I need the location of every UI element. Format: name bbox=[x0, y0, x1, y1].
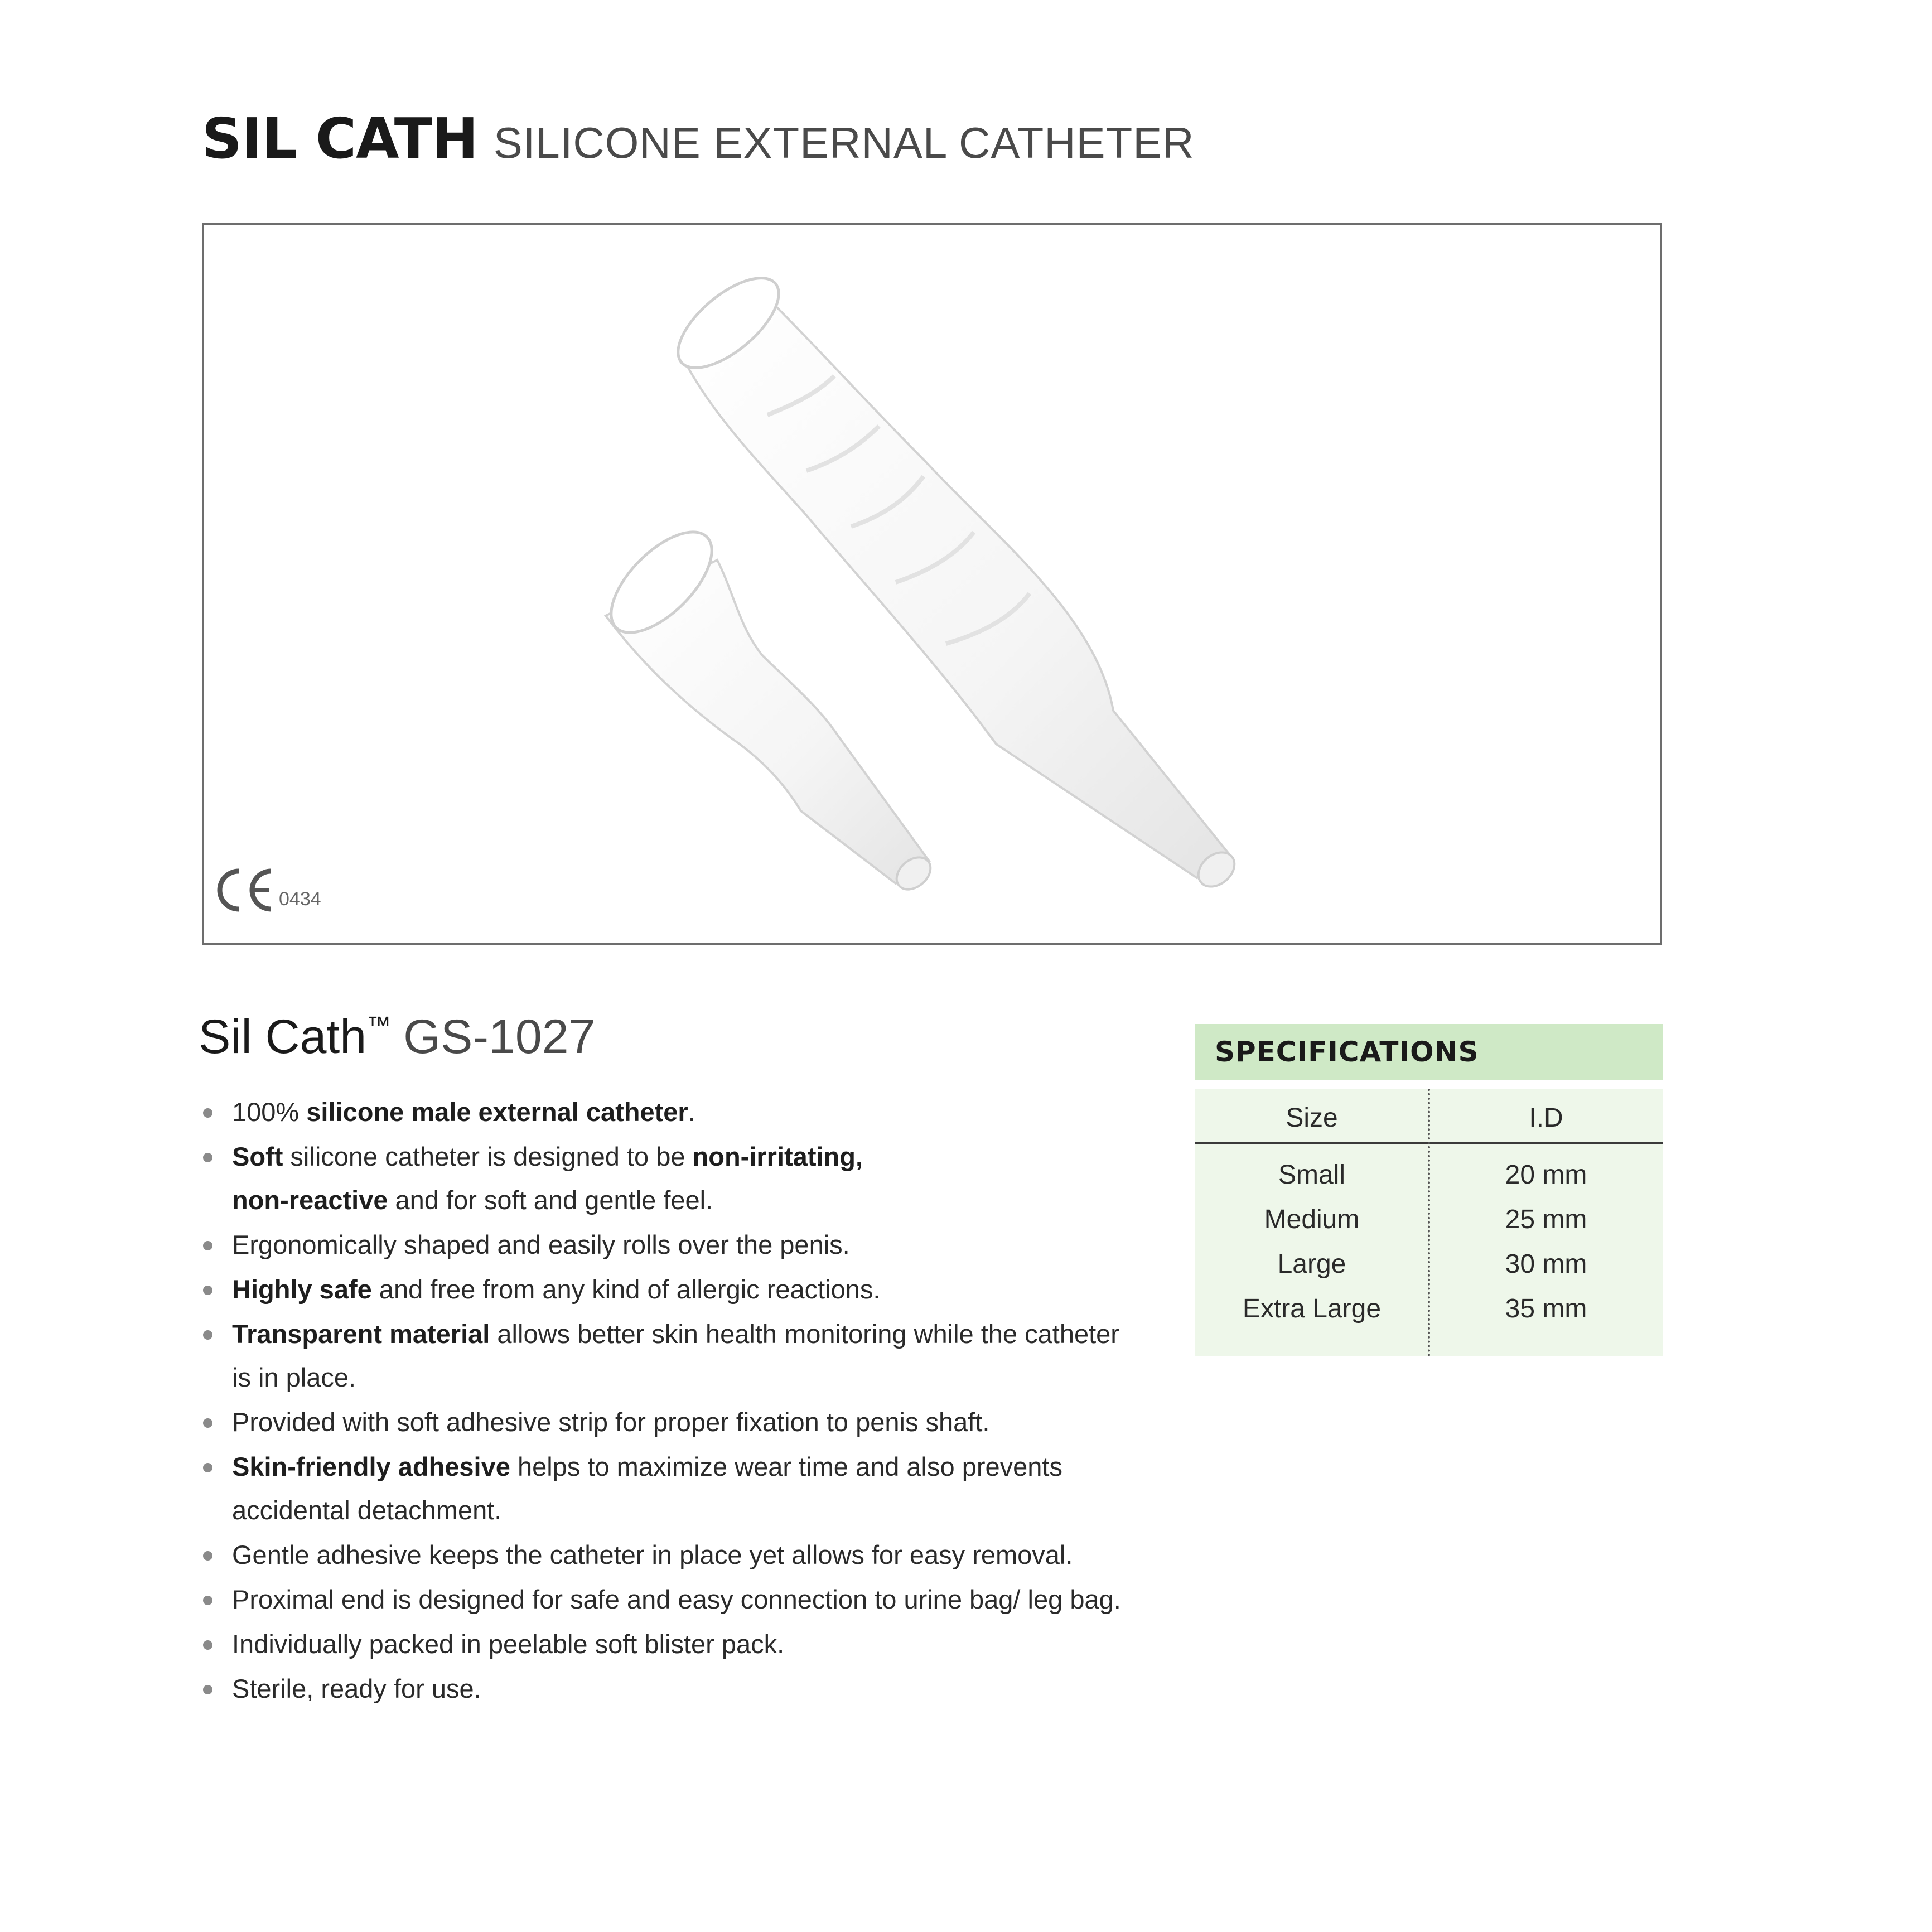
inner-diameter-cell: 20 mm bbox=[1505, 1160, 1587, 1190]
inner-diameter-cell: 30 mm bbox=[1505, 1249, 1587, 1279]
product-name: Sil Cath bbox=[199, 1010, 367, 1064]
feature-text: silicone catheter is designed to be bbox=[283, 1142, 693, 1171]
feature-emphasis: Skin-friendly adhesive bbox=[232, 1452, 510, 1481]
column-header-id: I.D bbox=[1529, 1103, 1563, 1133]
ce-logo-icon bbox=[215, 867, 277, 914]
feature-text: helps to maximize wear time and also prevents bbox=[510, 1452, 1062, 1481]
feature-list bbox=[201, 1090, 1171, 1712]
feature-emphasis: non-reactive bbox=[232, 1185, 388, 1215]
feature-text: Provided with soft adhesive strip for proper fixation to penis shaft. bbox=[232, 1407, 990, 1437]
bullet-icon bbox=[203, 1685, 212, 1694]
feature-item bbox=[201, 1312, 1171, 1399]
feature-text: and free from any kind of allergic reactions. bbox=[371, 1274, 881, 1304]
feature-text: allows better skin health monitoring while the catheter bbox=[490, 1319, 1119, 1349]
feature-item bbox=[201, 1622, 1171, 1666]
bullet-icon bbox=[203, 1286, 212, 1295]
feature-text: . bbox=[688, 1097, 695, 1127]
size-cell: Extra Large bbox=[1242, 1293, 1382, 1324]
specifications-header bbox=[1195, 1024, 1663, 1080]
feature-item bbox=[201, 1578, 1171, 1621]
column-divider bbox=[1428, 1089, 1430, 1356]
product-code: GS-1027 bbox=[403, 1010, 596, 1064]
feature-text: 100% bbox=[232, 1097, 307, 1127]
product-title bbox=[199, 1010, 595, 1065]
brand-title: SIL CATH bbox=[202, 106, 478, 171]
feature-text: Ergonomically shaped and easily rolls over the penis. bbox=[232, 1230, 850, 1259]
trademark-symbol: ™ bbox=[366, 1012, 392, 1039]
bullet-icon bbox=[203, 1418, 212, 1428]
specifications-title: SPECIFICATIONS bbox=[1215, 1036, 1479, 1068]
bullet-icon bbox=[203, 1463, 212, 1472]
feature-item bbox=[201, 1445, 1171, 1532]
specifications-body bbox=[1195, 1089, 1663, 1356]
feature-item bbox=[201, 1223, 1171, 1267]
ce-certification-mark bbox=[215, 867, 321, 914]
feature-emphasis: Highly safe bbox=[232, 1274, 372, 1304]
feature-emphasis: Transparent material bbox=[232, 1319, 490, 1349]
column-header-size: Size bbox=[1286, 1103, 1338, 1133]
document-subtitle: SILICONE EXTERNAL CATHETER bbox=[493, 118, 1195, 167]
feature-text: Gentle adhesive keeps the catheter in place yet allows for easy removal. bbox=[232, 1540, 1073, 1569]
bullet-icon bbox=[203, 1640, 212, 1650]
feature-item bbox=[201, 1268, 1171, 1311]
feature-emphasis: non-irritating, bbox=[692, 1142, 863, 1171]
feature-text: Sterile, ready for use. bbox=[232, 1674, 481, 1703]
size-cell: Large bbox=[1277, 1249, 1346, 1279]
bullet-icon bbox=[203, 1551, 212, 1561]
feature-text: accidental detachment. bbox=[232, 1495, 502, 1525]
size-cell: Small bbox=[1278, 1160, 1346, 1190]
size-cell: Medium bbox=[1264, 1204, 1360, 1234]
bullet-icon bbox=[203, 1241, 212, 1250]
feature-item bbox=[201, 1135, 1171, 1222]
catheter-illustration bbox=[204, 225, 1660, 943]
specifications-table bbox=[1195, 1024, 1663, 1356]
large-catheter-shape bbox=[664, 262, 1242, 893]
feature-item bbox=[201, 1667, 1171, 1711]
inner-diameter-cell: 25 mm bbox=[1505, 1204, 1587, 1234]
notified-body-number: 0434 bbox=[279, 888, 321, 910]
product-image-frame bbox=[202, 223, 1662, 945]
feature-text: is in place. bbox=[232, 1363, 356, 1392]
bullet-icon bbox=[203, 1108, 212, 1118]
feature-text: and for soft and gentle feel. bbox=[388, 1185, 713, 1215]
feature-item bbox=[201, 1533, 1171, 1577]
feature-emphasis: silicone male external catheter bbox=[306, 1097, 688, 1127]
document-header bbox=[202, 106, 1195, 171]
feature-emphasis: Soft bbox=[232, 1142, 283, 1171]
bullet-icon bbox=[203, 1153, 212, 1162]
bullet-icon bbox=[203, 1330, 212, 1340]
feature-text: Proximal end is designed for safe and easy connection to urine bag/ leg bag. bbox=[232, 1585, 1121, 1614]
feature-item bbox=[201, 1400, 1171, 1444]
feature-item bbox=[201, 1090, 1171, 1134]
bullet-icon bbox=[203, 1596, 212, 1605]
feature-text: Individually packed in peelable soft blister pack. bbox=[232, 1629, 785, 1659]
inner-diameter-cell: 35 mm bbox=[1505, 1293, 1587, 1324]
